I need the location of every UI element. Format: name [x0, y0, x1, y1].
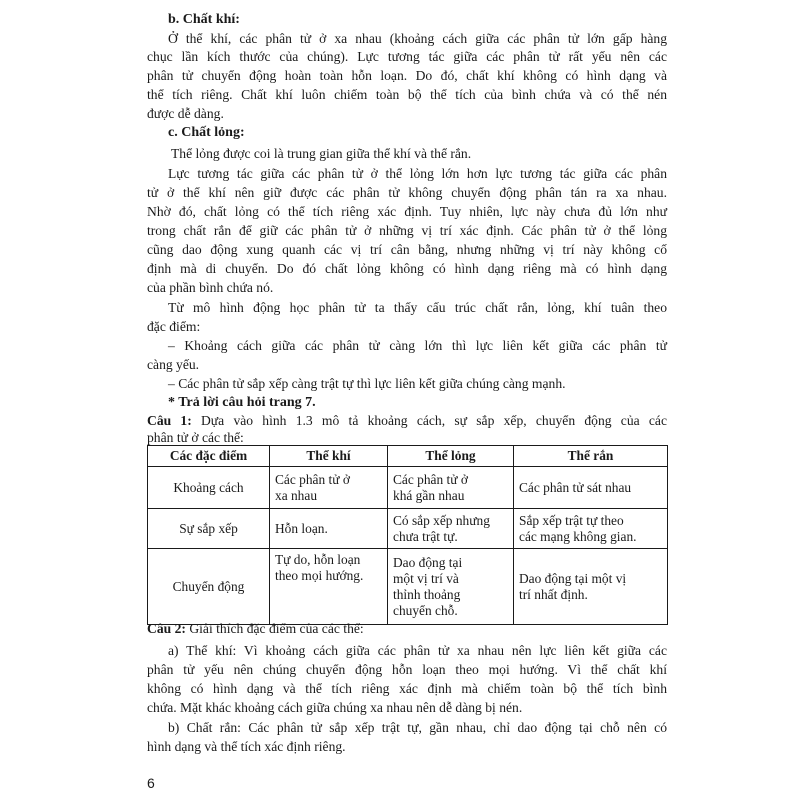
header-liquid: Thể lỏng — [388, 446, 514, 467]
cell-solid: Dao động tại một vị trí nhất định. — [514, 549, 668, 625]
row-feature: Khoảng cách — [148, 467, 270, 509]
table-row — [148, 467, 668, 509]
header-solid: Thể rắn — [514, 446, 668, 467]
cell-solid: Các phân tử sát nhau — [514, 467, 668, 509]
answer-a-line: a) Thể khí: Vì khoảng cách giữa các phân tử xa nhau nên lực liên kết giữa các — [168, 643, 667, 658]
summary-bullet: – Khoảng cách giữa các phân tử càng lớn thì lực liên kết giữa các phân tử — [168, 338, 667, 353]
liquid-line: cũng dao động xung quanh các vị trí cân bằng, nhưng những vị trí này không cố — [147, 242, 667, 257]
liquid-line: tử ở thể khí nên giữ được các phân tử không chuyển động phân tán ra xa nhau. — [147, 185, 667, 200]
answers-heading: * Trả lời câu hỏi trang 7. — [168, 395, 316, 410]
answer-a-line: phân tử yếu nên chúng chuyển động hỗn loạn theo mọi hướng. Vì thể chất khí — [147, 662, 667, 677]
table-row — [148, 509, 668, 549]
gas-line: phân tử chuyển động hoàn toàn hỗn loạn. Do đó, chất khí không có hình dạng và — [147, 68, 667, 83]
cell-gas: Hỗn loạn. — [270, 509, 388, 549]
cell-gas: Tự do, hỗn loạn theo mọi hướng. — [270, 549, 388, 625]
liquid-line: Lực tương tác giữa các phân tử ở thể lỏng lớn hơn lực tương tác giữa các phân — [168, 166, 667, 181]
question-2 — [147, 620, 667, 637]
liquid-line: Nhờ đó, chất lỏng có thể tích riêng xác định. Tuy nhiên, lực này chưa đủ lớn như — [147, 204, 667, 219]
gas-heading: b. Chất khí: — [168, 12, 240, 27]
gas-line: được dễ dàng. — [147, 106, 224, 121]
cell-liquid: Các phân tử ở khá gần nhau — [388, 467, 514, 509]
question-1-label: Câu 1: — [147, 413, 192, 428]
question-2-text: Giải thích đặc điểm của các thể: — [189, 621, 364, 636]
liquid-heading: c. Chất lỏng: — [168, 125, 245, 140]
header-feature: Các đặc điểm — [148, 446, 270, 467]
header-gas: Thể khí — [270, 446, 388, 467]
table-row — [148, 549, 668, 625]
states-comparison-table — [147, 445, 668, 625]
liquid-line: định mà di chuyển. Do đó chất lỏng không có hình dạng riêng mà có hình dạng — [147, 261, 667, 276]
question-2-label: Câu 2: — [147, 621, 186, 636]
liquid-line: của phần bình chứa nó. — [147, 280, 274, 295]
summary-line: đặc điểm: — [147, 319, 201, 334]
page-number: 6 — [147, 775, 155, 791]
summary-line: Từ mô hình động học phân tử ta thấy cấu trúc chất rắn, lỏng, khí tuân theo — [168, 300, 667, 315]
cell-gas: Các phân tử ở xa nhau — [270, 467, 388, 509]
gas-line: Ở thể khí, các phân tử ở xa nhau (khoảng cách giữa các phân tử lớn gấp hàng — [168, 31, 667, 46]
row-feature: Sự sắp xếp — [148, 509, 270, 549]
liquid-line: trong chất rắn để giữ các phân tử ở những vị trí xác định. Các phân tử ở thể lỏng — [147, 223, 667, 238]
cell-liquid: Dao động tại một vị trí và thỉnh thoảng chuyển chỗ. — [388, 549, 514, 625]
question-1 — [147, 412, 667, 429]
cell-liquid: Có sắp xếp nhưng chưa trật tự. — [388, 509, 514, 549]
liquid-intro: Thể lỏng được coi là trung gian giữa thể khí và thể rắn. — [171, 146, 472, 161]
answer-b-line: hình dạng và thể tích xác định riêng. — [147, 739, 346, 754]
summary-line: càng yếu. — [147, 357, 200, 372]
summary-bullet: – Các phân tử sắp xếp càng trật tự thì lực liên kết giữa chúng càng mạnh. — [168, 376, 566, 391]
answer-a-line: chứa. Mặt khác khoảng cách giữa chúng xa nhau nên dễ dàng bị nén. — [147, 700, 523, 715]
answer-a-line: không có hình dạng và thể tích riêng xác định mà chiếm toàn bộ thể tích bình — [147, 681, 667, 696]
question-1-text: Dựa vào hình 1.3 mô tả khoảng cách, sự sắp xếp, chuyển động của các — [200, 413, 667, 428]
answer-b-line: b) Chất rắn: Các phân tử sắp xếp trật tự, gần nhau, chỉ dao động tại chỗ nên có — [168, 720, 667, 735]
gas-line: chục lần kích thước của chúng). Lực tương tác giữa các phân tử rất yếu nên các — [147, 49, 667, 64]
gas-line: thể tích riêng. Chất khí luôn chiếm toàn bộ thể tích của bình chứa và có thể nén — [147, 87, 667, 102]
cell-solid: Sắp xếp trật tự theo các mạng không gian. — [514, 509, 668, 549]
question-1-text-cont: phân tử ở các thể: — [147, 430, 244, 445]
row-feature: Chuyển động — [148, 549, 270, 625]
table-header-row — [148, 446, 668, 467]
